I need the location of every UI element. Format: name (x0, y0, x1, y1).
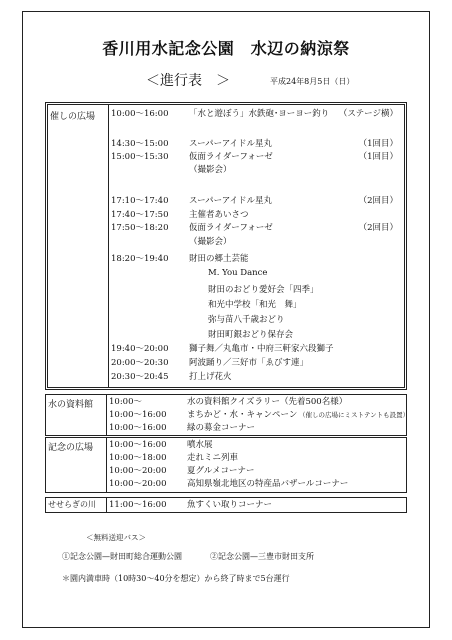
row-note: （2回目） (358, 223, 398, 233)
row-event: （撮影会） (189, 237, 232, 247)
row-event: 財田の郷土芸能 (189, 254, 249, 264)
shuttle-note: ＊園内満車時（10時30～40分を想定）から終了時まで5台運行 (62, 574, 290, 583)
row-time: 10:00～20:00 (109, 466, 167, 476)
row-time: 17:10～17:40 (111, 196, 169, 206)
performer-item: 弥与苗八千歳おどり (208, 315, 285, 325)
row-time: 10:00～16:00 (109, 410, 167, 420)
row-time: 10:00～16:00 (109, 440, 167, 450)
row-time: 18:20～19:40 (111, 254, 169, 264)
schedule-row (111, 195, 400, 208)
performer-item: 財田のおどり愛好会「四季」 (208, 285, 319, 295)
row-note: （ステージ横） (338, 109, 398, 119)
row-time: 17:50～18:20 (111, 223, 169, 233)
section-label: 記念の広場 (48, 443, 94, 453)
row-event: 緑の募金コーナー (187, 423, 256, 433)
row-time: 10:00～16:00 (109, 423, 167, 433)
section-main-stage (45, 102, 407, 390)
row-event: 仮面ライダーフォーゼ (189, 223, 273, 233)
row-note: （1回目） (358, 139, 398, 149)
schedule-row (111, 236, 400, 249)
row-event: 走れミニ列車 (187, 453, 239, 463)
section-label: 水の資料館 (48, 400, 94, 410)
page-title: 香川用水記念公園 水辺の納涼祭 (102, 39, 350, 58)
row-event: 水の資料館クイズラリー（先着500名様） (187, 397, 348, 407)
performer-item: M. You Dance (208, 268, 268, 278)
row-note: （2回目） (358, 196, 398, 206)
column-divider (106, 498, 107, 512)
performer-item: 財田町銀おどり保存会 (208, 330, 294, 340)
schedule-row (109, 465, 402, 478)
row-time: 20:00～20:30 (111, 358, 169, 368)
row-event: 主催者あいさつ (189, 210, 249, 220)
schedule-row (109, 439, 402, 452)
row-time: 10:00～20:00 (109, 479, 167, 489)
row-time: 10:00～ (109, 397, 142, 407)
schedule-row (109, 452, 402, 465)
section-label: せせらぎの川 (48, 500, 96, 509)
schedule-row (111, 164, 400, 177)
column-divider (108, 105, 109, 387)
row-time: 14:30～15:00 (111, 139, 169, 149)
row-event: 「水と遊ぼう」水鉄砲･ヨーヨー釣り (189, 109, 330, 119)
schedule-row (111, 357, 400, 370)
page-subtitle: ＜進行表 ＞ (146, 73, 230, 89)
row-event: 高知県嶺北地区の特産品バザールコーナー (187, 479, 349, 489)
schedule-row (109, 422, 402, 435)
section-label: 催しの広場 (50, 112, 96, 122)
schedule-row (109, 478, 402, 491)
row-event: （撮影会） (189, 165, 232, 175)
row-event: 夏グルメコーナー (187, 466, 255, 476)
shuttle-route-2: ②記念公園—三豊市財田支所 (210, 552, 314, 561)
row-time: 15:00～15:30 (111, 152, 169, 162)
section-memorial-plaza (45, 437, 407, 493)
row-event: 噴水展 (187, 440, 213, 450)
row-event: 阿波踊り／三好市「ゑびす連」 (189, 358, 309, 368)
row-time: 17:40～17:50 (111, 210, 169, 220)
row-time: 10:00～16:00 (111, 109, 169, 119)
schedule-row (111, 343, 400, 356)
row-event: まちかど・水・キャンペーン (187, 410, 298, 420)
row-event: スーパーアイドル星丸 (189, 139, 272, 149)
section-water-museum (45, 394, 410, 436)
schedule-row (109, 409, 410, 422)
schedule-row (111, 108, 400, 121)
row-time: 10:00～18:00 (109, 453, 167, 463)
schedule-row (111, 222, 400, 235)
row-time: 19:40～20:00 (111, 344, 169, 354)
row-note: （催しの広場にミストテントも設置） (299, 411, 410, 419)
schedule-row (111, 209, 400, 222)
event-date: 平成24年8月5日（日） (270, 77, 355, 86)
schedule-row (111, 151, 400, 164)
schedule-row (109, 396, 402, 409)
schedule-row (111, 371, 400, 384)
column-divider (106, 395, 107, 435)
row-event: 魚すくい取りコーナー (187, 500, 273, 510)
column-divider (106, 438, 107, 492)
schedule-row (109, 499, 402, 512)
shuttle-route-1: ①記念公園—財田町総合運動公園 (62, 552, 182, 561)
section-stream (45, 497, 407, 513)
row-time: 20:30～20:45 (111, 372, 169, 382)
row-event: スーパーアイドル星丸 (189, 196, 272, 206)
shuttle-title: ＜無料送迎バス＞ (86, 533, 146, 542)
schedule-row (111, 253, 400, 266)
row-time: 11:00～16:00 (109, 500, 167, 510)
performer-item: 和光中学校「和光 舞」 (208, 300, 302, 310)
row-event: 仮面ライダーフォーゼ (189, 152, 273, 162)
row-event: 獅子舞／丸亀市・中府三軒家六段獅子 (189, 344, 334, 354)
row-event: 打上げ花火 (189, 372, 232, 382)
row-note: （1回目） (358, 152, 398, 162)
schedule-row (111, 138, 400, 151)
